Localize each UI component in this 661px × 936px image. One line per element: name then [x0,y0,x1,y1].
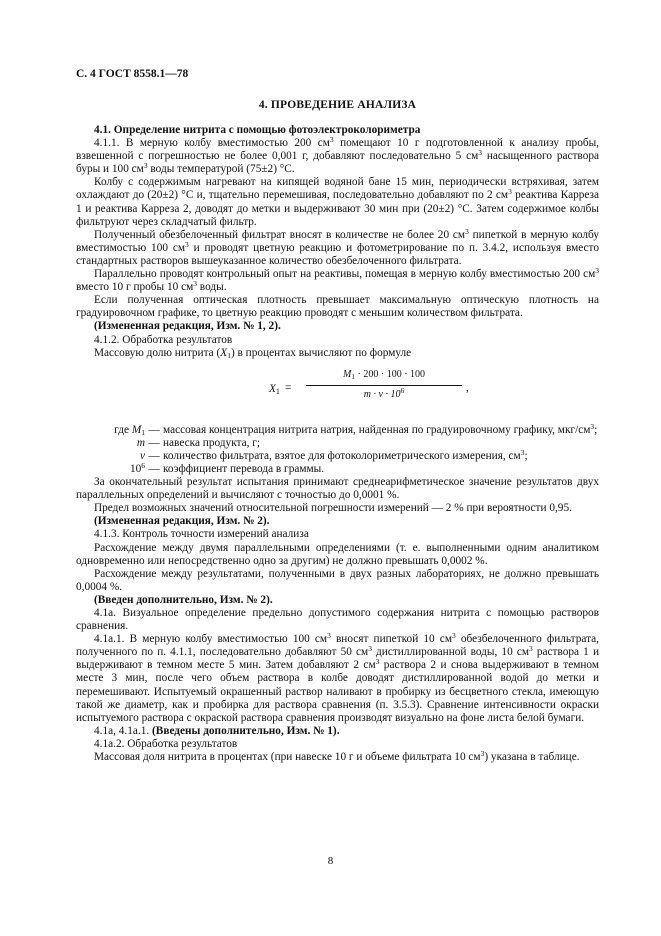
subsection-4-1a-2-title: 4.1а.2. Обработка результатов [94,737,238,750]
formula-lhs: $X_1$ [269,382,280,396]
paragraph-final-result: За окончательный результат испытания принимают среднеарифметическое значение результатов двух параллельных определений и вычисляют с точностью до 0,0001 %. [76,476,599,502]
paragraph-4-1a-1: 4.1а.1. В мерную колбу вместимостью 100 $см^3$ вносят пипеткой 10 $см^3$ обезбелоченного фильтрата, полученного по п. 4.1.1, последовательно добавляют 50 $см^3$ дистиллированной воды, 10 $см^3$ раствора 1 и выдерживают в темном месте 5 мин. Затем добавляют 2 $см^3$ раствора 2 и снова выдерживают в темном месте 3 мин, после чего объем раствора в колбе доводят дистиллированной водой до метки и перемешивают. Испытуемый окрашенный раствор наливают в пробирку из бесцветного стекла, имеющую такой же диаметр, как и пробирка для раствора сравнения (п. 3.5.3). Сравнение интенсивности окраски испытуемого раствора с окраской раствора сравнения производят визуально на фоне листа белой бумаги. [76,631,599,724]
legend-row: v — количество фильтрата, взятое для фотоколориметрического измерения, $см^3$; [139,447,528,462]
formula-equals: = [285,381,292,394]
amendment-note: (Введен дополнительно, Изм. № 2). [94,593,273,606]
page-number: 8 [327,855,334,867]
legend-row: $10^6$ — коэффициент перевода в граммы. [129,460,325,475]
paragraph-filtrate: Полученный обезбелоченный фильтрат вносят в количестве не более 20 $см^3$ пипеткой в мерную колбу вместимостью 100 $см^3$ и проводят цветную реакцию и фотометрирование по п. 3.4.2, используя вместо стандартных растворов вышеуказанное количество обезбелоченного фильтрата. [76,226,599,267]
legend-row: где $M_1$ — массовая концентрация нитрита натрия, найденная по градуировочному графику, мкг/$см^3$; [114,421,598,437]
amendment-note: (Измененная редакция, Изм. № 2). [94,515,270,528]
page-header: С. 4 ГОСТ 8558.1—78 [76,68,189,80]
formula-comma: , [466,381,469,394]
subsection-4-1a-title: 4.1а. Визуальное определение предельно допустимого содержания нитрита с помощью растворов сравнения. [76,607,599,633]
formula-denominator: $m \cdot v \cdot 10^6$ [363,385,405,400]
paragraph-4-1-1: 4.1.1. В мерную колбу вместимостью 200 $см^3$ помещают 10 г подготовленной к анализу пробы, взвешенной с погрешностью не более 0,001 г, добавляют последовательно 5 $см^3$ насыщенного раствора буры и 100 $см^3$ воды температурой (75±2) °С. [76,135,600,176]
fraction-bar [306,385,462,386]
paragraph-discrepancy-2: Расхождение между результатами, полученными в двух разных лабораториях, не должно превышать 0,0004 %. [76,567,599,593]
legend-row: m — навеска продукта, г; [136,436,261,449]
formula-numerator: $M_1 \cdot 200 \cdot 100 \cdot 100$ [342,368,426,381]
amendment-note: 4.1а, 4.1а.1. (Введены дополнительно, Изм. № 1). [94,724,340,737]
paragraph-error-limit: Предел возможных значений относительной погрешности измерений — 2 % при вероятности 0,95. [94,502,572,515]
paragraph-flask-heating: Колбу с содержимым нагревают на кипящей водяной бане 15 мин, периодически встряхивая, затем охлаждают до (20±2) °С и, тщательно перемешивая, последовательно добавляют по 2 $см^3$ реактива Карреза 1 и реактива Карреза 2, доводят до метки и выдерживают 30 мин при (20±2) °С. Затем содержимое колбы фильтруют через складчатый фильтр. [76,176,600,228]
subsection-4-1-2-title: 4.1.2. Обработка результатов [94,333,233,346]
subsection-4-1-3-title: 4.1.3. Контроль точности измерений анализа [94,528,309,541]
paragraph-optical-density: Если полученная оптическая плотность превышает максимальную оптическую плотность на градуировочном графике, то цветную реакцию проводят с меньшим количеством фильтрата. [76,294,599,320]
paragraph-discrepancy-1: Расхождение между двумя параллельными определениями (т. е. выполненными одним аналитиком одновременно или непосредственно одно за другим) не должно превышать 0,0002 %. [76,541,599,567]
formula-x1 [76,366,599,418]
document-page [76,68,599,764]
paragraph-table-ref: Массовая доля нитрита в процентах (при навеске 10 г и объеме фильтрата 10 $см^3$) указана в таблице. [94,749,580,764]
subsection-4-1-title: 4.1. Определение нитрита с помощью фотоэлектроколориметра [94,124,421,136]
amendment-note: (Измененная редакция, Изм. № 1, 2). [94,320,281,333]
variable-legend [76,421,599,476]
paragraph-control-test: Параллельно проводят контрольный опыт на реактивы, помещая в мерную колбу вместимостью 200 $см^3$ вместо 10 г пробы 10 $см^3$ воды. [76,266,599,294]
paragraph-mass-fraction: Массовую долю нитрита $(X_1)$ в процентах вычисляют по формуле [94,346,412,360]
section-title: 4. ПРОВЕДЕНИЕ АНАЛИЗА [258,99,417,111]
